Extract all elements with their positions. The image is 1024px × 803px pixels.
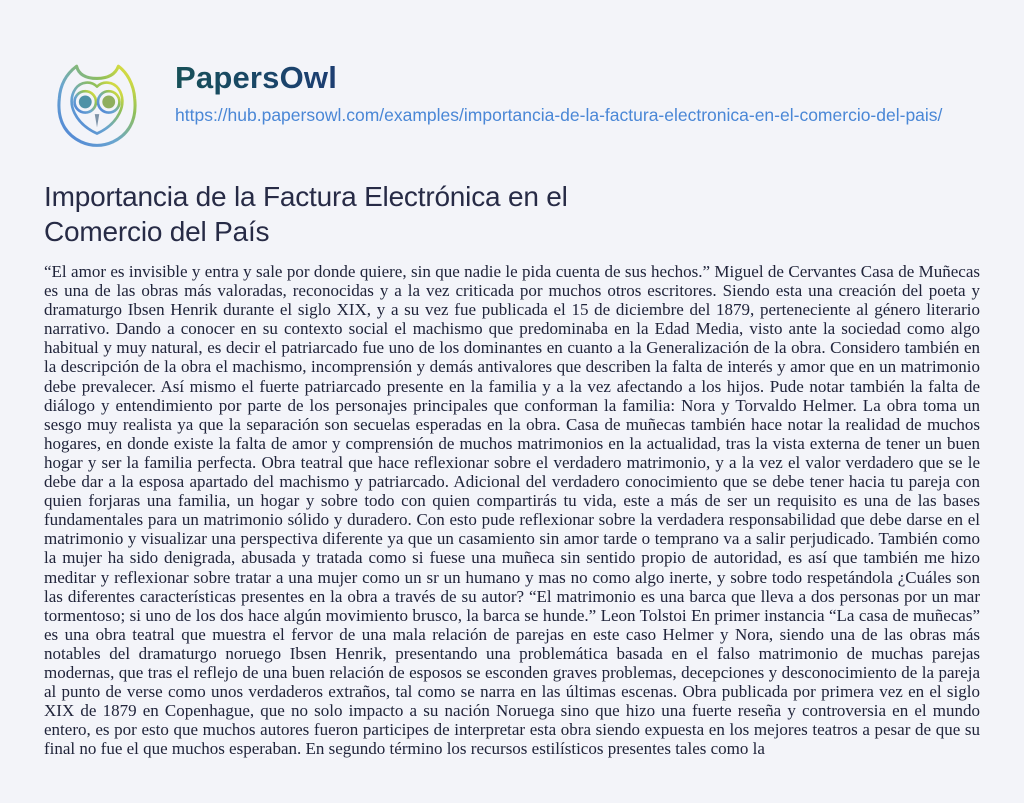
essay-body-text: “El amor es invisible y entra y sale por donde quiere, sin que nadie le pida cuenta de sus hechos.” Miguel de Cervantes Casa de Muñecas es una de las obras más valoradas, reconocidas y a la vez criticada por muchos otros escritores. Siendo esta una creación del poeta y dramaturgo Ibsen Henrik durante el siglo XIX, y a su vez fue publicada el 15 de diciembre del 1879, perteneciente al género literario narrativo. Dando a conocer en su contexto social el machismo que predominaba en la Edad Media, visto ante la sociedad como algo habitual y muy natural, es decir el patriarcado fue uno de los dominantes en cuanto a la Generalización de la obra. Considero también en la descripción de la obra el machismo, incomprensión y demás antivalores que describen la falta de interés y amor que en un matrimonio debe prevalecer. Así mismo el fuerte patriarcado presente en la familia y a la vez afectando a los hijos. Pude notar también la falta de diálogo y entendimiento por parte de los personajes principales que conforman la familia: Nora y Torvaldo Helmer. La obra toma un sesgo muy realista ya que la separación son secuelas esperadas en la obra. Casa de muñecas también hace notar la realidad de muchos hogares, en donde existe la falta de amor y comprensión de muchos matrimonios en la actualidad, tras la vista externa de tener un buen hogar y ser la familia perfecta. Obra teatral que hace reflexionar sobre el verdadero matrimonio, y a la vez el valor verdadero que se le debe dar a la esposa apartado del machismo y patriarcado. Adicional del verdadero conocimiento que se debe tener hacia tu pareja con quien forjaras una familia, un hogar y sobre todo con quien compartirás tu vida, este a más de ser un requisito es una de las bases fundamentales para un matrimonio sólido y duradero. Con esto pude reflexionar sobre la verdadera responsabilidad que debe darse en el matrimonio y visualizar una perspectiva diferente ya que un casamiento sin amor tarde o temprano va a salir perjudicado. También como la mujer ha sido denigrada, abusada y tratada como si fuese una muñeca sin sentido propio de autoridad, es así que también me hizo meditar y reflexionar sobre tratar a una mujer como un sr un humano y mas no como algo inerte, y sobre todo respetándola ¿Cuáles son las diferentes características presentes en la obra a través de su autor? “El matrimonio es una barca que lleva a dos personas por un mar tormentoso; si uno de los dos hace algún movimiento brusco, la barca se hunde.” Leon Tolstoi En primer instancia “La casa de muñecas” es una obra teatral que muestra el fervor de una mala relación de parejas en este caso Helmer y Nora, siendo una de las obras más notables del dramaturgo noruego Ibsen Henrik, presentando una problemática basada en el falso matrimonio de muchas parejas modernas, que tras el reflejo de una buen relación de esposos se esconden graves problemas, decepciones y desconocimiento de la pareja al punto de verse como unos verdaderos extraños, tal como se narra en las últimas escenas. Obra publicada por primera vez en el siglo XIX de 1879 en Copenhague, que no solo impacto a su nación Noruega sino que hizo una fuerte reseña y controversia en el mundo entero, es por esto que muchos autores fueron participes de interpretar esta obra siendo expuesta en los mejores teatros a pesar de que su final no fue el que muchos esperaban. En segundo término los recursos estilísticos presentes tales como la — [44, 262, 980, 759]
brand-title: PapersOwl — [175, 60, 338, 95]
source-url-link[interactable]: https://hub.papersowl.com/examples/importancia-de-la-factura-electronica-en-el-comercio-del-pais/ — [175, 104, 943, 125]
site-header — [44, 56, 980, 158]
header-text-block — [175, 56, 942, 127]
page-title: Importancia de la Factura Electrónica en el Comercio del País — [44, 181, 568, 247]
papersowl-owl-logo — [46, 56, 148, 158]
owl-icon — [46, 56, 148, 158]
